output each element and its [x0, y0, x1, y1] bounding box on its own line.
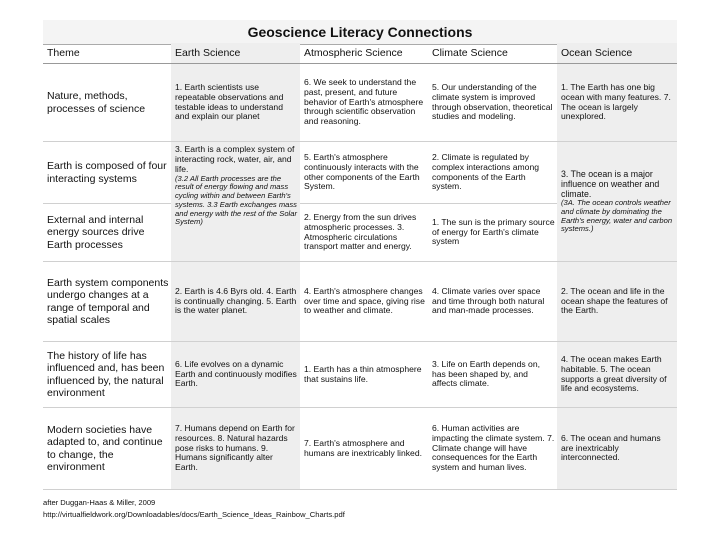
climate-cell: 1. The sun is the primary source of energy for Earth's climate system	[428, 204, 557, 262]
climate-cell: 3. Life on Earth depends on, has been shaped by, and affects climate.	[428, 342, 557, 408]
earth-cell: 1. Earth scientists use repeatable observations and testable ideas to understand and explain our planet	[171, 64, 300, 142]
table-row	[43, 64, 677, 142]
climate-cell: 4. Climate varies over space and time through both natural and man-made processes.	[428, 262, 557, 342]
atmo-cell: 2. Energy from the sun drives atmospheric processes. 3. Atmospheric circulations transport matter and energy.	[300, 204, 428, 262]
theme-cell: External and internal energy sources drive Earth processes	[43, 204, 171, 262]
theme-cell: Earth is composed of four interacting systems	[43, 142, 171, 204]
ocean-cell: 4. The ocean makes Earth habitable. 5. The ocean supports a great diversity of life and ecosystems.	[557, 342, 677, 408]
footer-url-link[interactable]: http://virtualfieldwork.org/Downloadables/docs/Earth_Science_Ideas_Rainbow_Charts.pdf	[43, 509, 345, 519]
table-header-row	[43, 43, 677, 64]
ocean-cell: 2. The ocean and life in the ocean shape the features of the Earth.	[557, 262, 677, 342]
ocean-cell	[557, 142, 677, 262]
earth-cell: 6. Life evolves on a dynamic Earth and continuously modifies Earth.	[171, 342, 300, 408]
earth-cell-note: (3.2 All Earth processes are the result of energy flowing and mass cycling within and between Earth's systems. 3.3 Earth exchanges mass and energy with the rest of the Solar System)	[175, 173, 297, 227]
climate-cell: 5. Our understanding of the climate system is improved through observation, theoretical studies and modeling.	[428, 64, 557, 142]
header-climate-science: Climate Science	[428, 43, 557, 64]
ocean-cell-note: (3A. The ocean controls weather and climate by dominating the Earth's energy, water and carbon systems.)	[561, 198, 673, 234]
table-row	[43, 262, 677, 342]
theme-cell: Modern societies have adapted to, and continue to change, the environment	[43, 408, 171, 490]
atmo-cell: 5. Earth's atmosphere continuously interacts with the other components of the Earth System.	[300, 142, 428, 204]
theme-cell: The history of life has influenced and, has been influenced by, the natural environment	[43, 342, 171, 408]
table-row	[43, 342, 677, 408]
theme-cell: Nature, methods, processes of science	[43, 64, 171, 142]
footer-credit: after Duggan-Haas & Miller, 2009	[43, 498, 156, 507]
theme-cell: Earth system components undergo changes at a range of temporal and spatial scales	[43, 262, 171, 342]
header-ocean-science: Ocean Science	[557, 43, 677, 64]
earth-cell: 7. Humans depend on Earth for resources. 8. Natural hazards pose risks to humans. 9. Humans significantly alter Earth.	[171, 408, 300, 490]
table-row	[43, 408, 677, 490]
source-footer	[43, 497, 345, 521]
table-row	[43, 142, 677, 204]
header-earth-science: Earth Science	[171, 43, 300, 64]
header-atmospheric-science: Atmospheric Science	[300, 43, 428, 64]
atmo-cell: 1. Earth has a thin atmosphere that sustains life.	[300, 342, 428, 408]
atmo-cell: 4. Earth's atmosphere changes over time and space, giving rise to weather and climate.	[300, 262, 428, 342]
climate-cell: 6. Human activities are impacting the climate system. 7. Climate change will have consequences for the Earth system and human lives.	[428, 408, 557, 490]
header-theme: Theme	[43, 43, 171, 64]
page-title: Geoscience Literacy Connections	[43, 20, 677, 45]
climate-cell: 2. Climate is regulated by complex interactions among components of the Earth system.	[428, 142, 557, 204]
ocean-cell: 1. The Earth has one big ocean with many features. 7. The ocean is largely unexplored.	[557, 64, 677, 142]
atmo-cell: 7. Earth's atmosphere and humans are inextricably linked.	[300, 408, 428, 490]
earth-cell	[171, 142, 300, 262]
ocean-cell: 6. The ocean and humans are inextricably interconnected.	[557, 408, 677, 490]
literacy-table	[43, 43, 677, 490]
earth-cell-main: 3. Earth is a complex system of interacting rock, water, air, and life.	[175, 144, 295, 174]
atmo-cell: 6. We seek to understand the past, present, and future behavior of Earth's atmosphere through scientific observation and reasoning.	[300, 64, 428, 142]
earth-cell: 2. Earth is 4.6 Byrs old. 4. Earth is continually changing. 5. Earth is the water planet.	[171, 262, 300, 342]
ocean-cell-main: 3. The ocean is a major influence on weather and climate.	[561, 168, 660, 200]
